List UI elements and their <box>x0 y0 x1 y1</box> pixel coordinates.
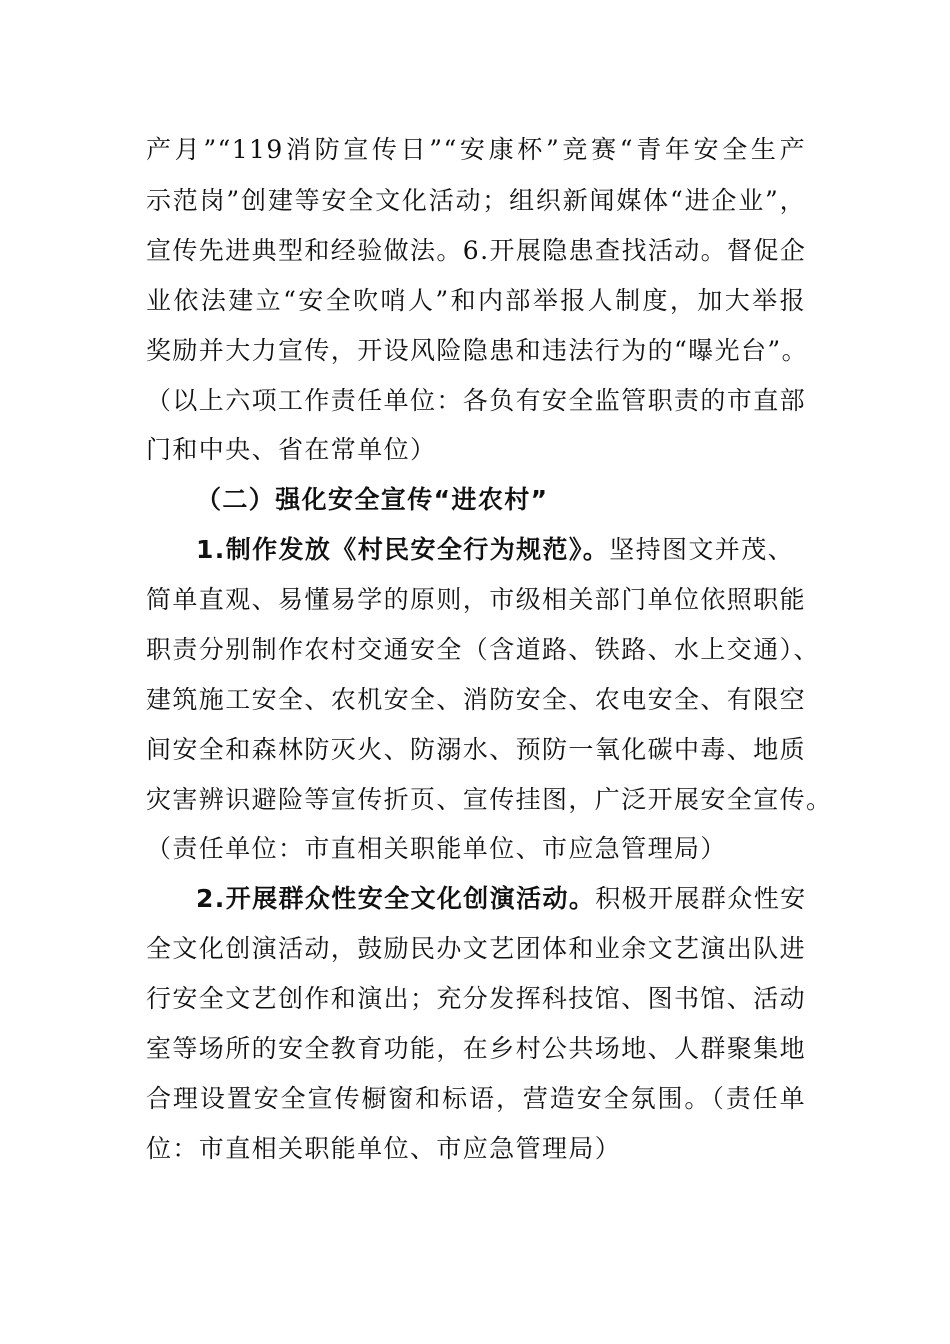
paragraph-line: 职责分别制作农村交通安全（含道路、铁路、水上交通）、 <box>146 635 820 664</box>
item-title: 2.开展群众性安全文化创演活动。 <box>196 884 596 913</box>
paragraph-line: 建筑施工安全、农机安全、消防安全、农电安全、有限空 <box>146 685 807 714</box>
paragraph-line: 业依法建立“安全吹哨人”和内部举报人制度，加大举报 <box>146 286 806 315</box>
item-first-line <box>196 530 806 570</box>
paragraph-line: 位：市直相关职能单位、市应急管理局） <box>146 1134 622 1163</box>
paragraph-line: 奖励并大力宣传，开设风险隐患和违法行为的“曝光台”。 <box>146 336 808 365</box>
paragraph-line: 示范岗”创建等安全文化活动；组织新闻媒体“进企业”， <box>146 186 806 215</box>
paragraph-line: （责任单位：市直相关职能单位、市应急管理局） <box>146 834 727 863</box>
section-heading: （二）强化安全宣传“进农村” <box>196 485 549 514</box>
item-text: 坚持图文并茂、 <box>609 535 795 564</box>
item-title: 1.制作发放《村民安全行为规范》。 <box>196 535 610 564</box>
paragraph-line: 行安全文艺创作和演出；充分发挥科技馆、图书馆、活动 <box>146 984 807 1013</box>
paragraph-line: 间安全和森林防灭火、防溺水、预防一氧化碳中毒、地质 <box>146 735 807 764</box>
paragraph-line: 灾害辨识避险等宣传折页、宣传挂图，广泛开展安全宣传。 <box>146 785 833 814</box>
paragraph-line: 产月”“119消防宣传日”“安康杯”竞赛“青年安全生产 <box>146 135 806 164</box>
paragraph-line: 室等场所的安全教育功能，在乡村公共场地、人群聚集地 <box>146 1034 807 1063</box>
paragraph-line: （以上六项工作责任单位：各负有安全监管职责的市直部 <box>146 386 807 415</box>
paragraph-line: 门和中央、省在常单位） <box>146 435 437 464</box>
paragraph-line: 宣传先进典型和经验做法。6.开展隐患查找活动。督促企 <box>146 236 807 265</box>
item-text: 积极开展群众性安 <box>595 884 807 913</box>
paragraph-line: 合理设置安全宣传橱窗和标语，营造安全氛围。（责任单 <box>146 1084 806 1113</box>
paragraph-line: 全文化创演活动，鼓励民办文艺团体和业余文艺演出队进 <box>146 934 807 963</box>
item-first-line <box>196 879 806 919</box>
paragraph-line: 简单直观、易懂易学的原则，市级相关部门单位依照职能 <box>146 585 807 614</box>
